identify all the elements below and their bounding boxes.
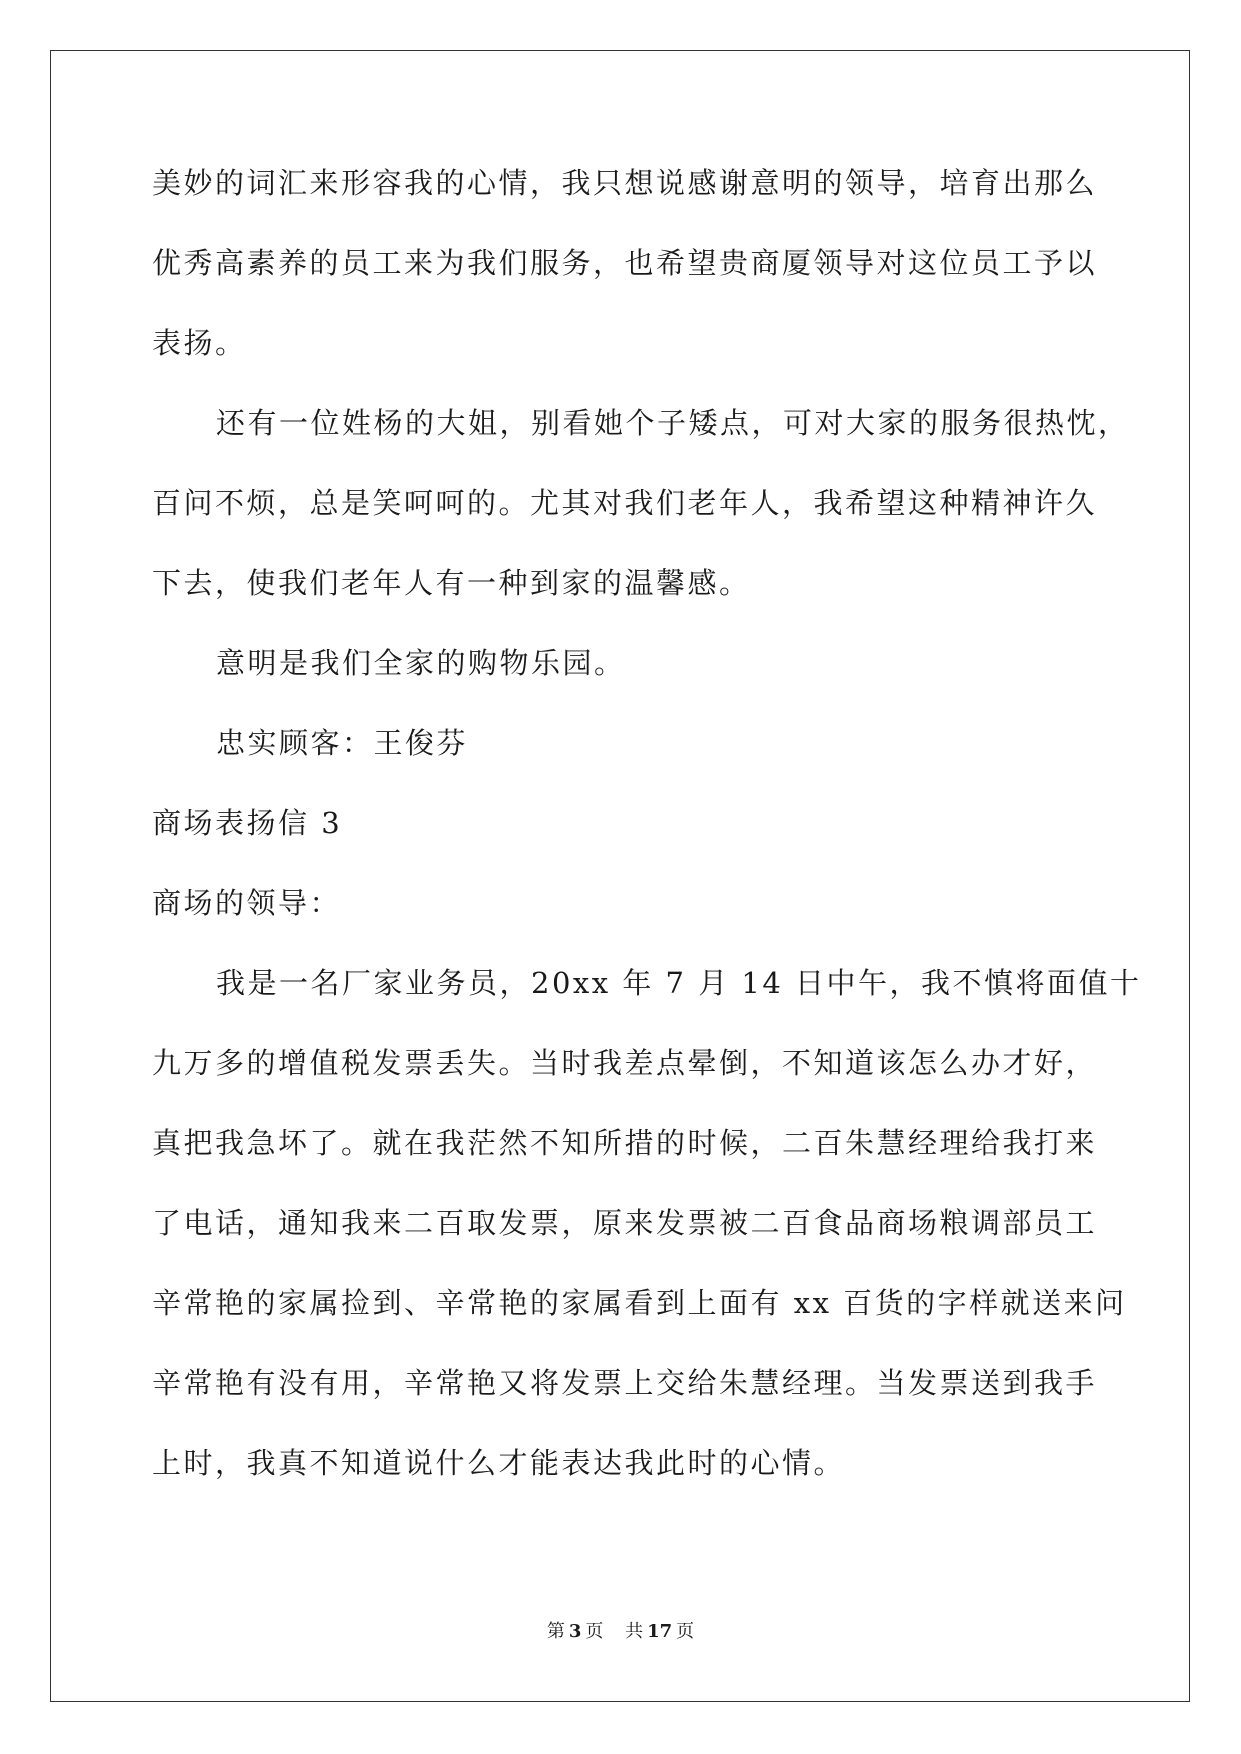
text-line: 上时，我真不知道说什么才能表达我此时的心情。	[152, 1446, 846, 1480]
text-line: 真把我急坏了。就在我茫然不知所措的时候，二百朱慧经理给我打来	[152, 1126, 1098, 1160]
text-line: 表扬。	[152, 326, 247, 360]
salutation: 商场的领导：	[152, 886, 342, 920]
page-indicator: 第 3 页	[546, 1621, 604, 1642]
total-pages-indicator: 共 17 页	[625, 1621, 695, 1642]
text-line: 辛常艳的家属捡到、辛常艳的家属看到上面有 xx 百货的字样就送来问	[152, 1286, 1127, 1320]
text-line: 意明是我们全家的购物乐园。	[216, 646, 626, 680]
total-pages: 17	[647, 1621, 673, 1642]
text-line: 下去，使我们老年人有一种到家的温馨感。	[152, 566, 751, 600]
section-heading: 商场表扬信 3	[152, 806, 343, 840]
page-number: 3	[568, 1621, 582, 1642]
text-line: 了电话，通知我来二百取发票，原来发票被二百食品商场粮调部员工	[152, 1206, 1098, 1240]
text-line: 还有一位姓杨的大姐，别看她个子矮点，可对大家的服务很热忱，	[216, 406, 1130, 440]
text-line: 九万多的增值税发票丢失。当时我差点晕倒，不知道该怎么办才好，	[152, 1046, 1098, 1080]
text-line: 辛常艳有没有用，辛常艳又将发票上交给朱慧经理。当发票送到我手	[152, 1366, 1098, 1400]
text-line: 优秀高素养的员工来为我们服务，也希望贵商厦领导对这位员工予以	[152, 246, 1098, 280]
text-line: 百问不烦，总是笑呵呵的。尤其对我们老年人，我希望这种精神许久	[152, 486, 1098, 520]
signature-line: 忠实顾客：王俊芬	[216, 726, 469, 760]
page-footer	[0, 1620, 1241, 1644]
text-line: 我是一名厂家业务员，20xx 年 7 月 14 日中午，我不慎将面值十	[216, 966, 1142, 1000]
text-line: 美妙的词汇来形容我的心情，我只想说感谢意明的领导，培育出那么	[152, 166, 1098, 200]
